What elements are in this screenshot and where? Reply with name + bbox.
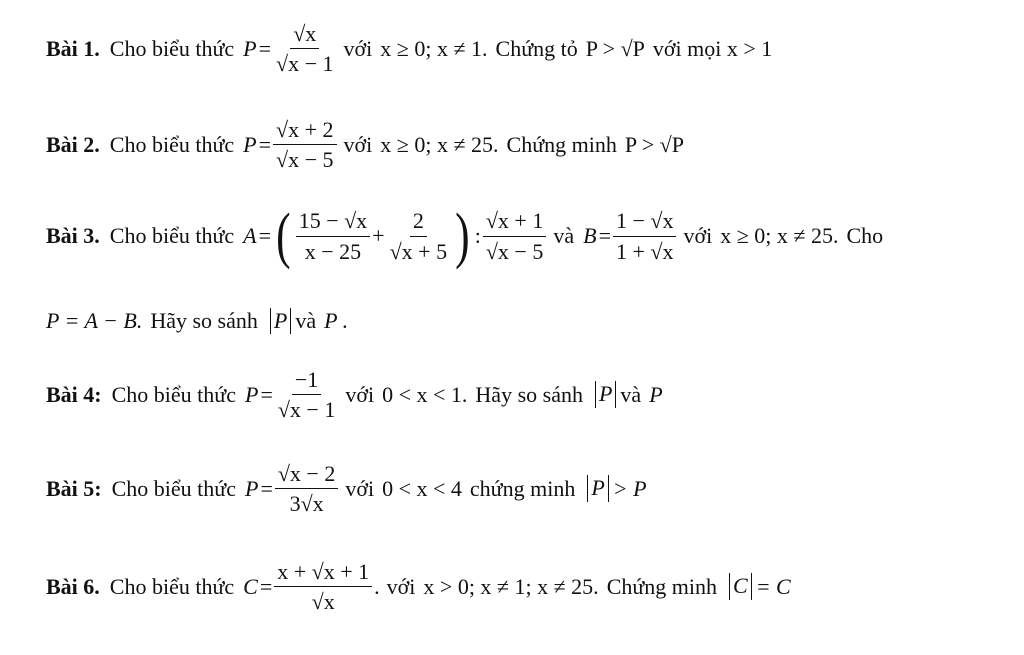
condition: 0 < x < 4 — [382, 475, 462, 501]
and-text: và — [553, 223, 575, 248]
formula-p: P = $\frac{√x + 2}{√x - 5}$ — [242, 118, 337, 171]
fraction: $\frac{√x}{√x - 1}$ — [276, 21, 334, 77]
absolute-value: P — [270, 308, 291, 334]
condition-prefix: với — [345, 475, 375, 501]
definition: P = A − B. — [46, 308, 143, 334]
problem-2 — [46, 118, 1014, 171]
fraction: $\frac{x + √x + 1}{√x}$ — [274, 560, 372, 613]
problem-3 — [46, 202, 1014, 270]
fraction: $\frac{15 - √x}{x - 25}$ — [296, 209, 370, 262]
tail-text: với mọi x > 1 — [652, 35, 773, 61]
problem-intro: Cho biểu thức — [109, 223, 235, 248]
condition-prefix: với — [343, 35, 373, 61]
end-text: P — [649, 381, 663, 407]
claim: P > √P — [624, 131, 684, 157]
absolute-value: P — [595, 381, 616, 407]
condition-prefix: với — [683, 223, 713, 248]
condition: 0 < x < 1. — [382, 381, 468, 407]
problem-6 — [46, 560, 1014, 613]
task-text: chứng minh — [469, 475, 576, 501]
formula-c: C = $\frac{x + √x + 1}{√x}$ . — [243, 559, 380, 615]
problem-4 — [46, 368, 1014, 421]
formula-a: A = ( $\frac{15 - √x}{x - 25}$ + $\frac{2}{√x + 5}$ ) : $\frac{√x + 1}{√x - 5}$ — [242, 205, 547, 267]
condition: x > 0; x ≠ 1; x ≠ 25. — [423, 573, 599, 599]
claim: P > √P — [585, 35, 645, 61]
fraction: $\frac{2}{√x + 5}$ — [389, 208, 448, 264]
problem-label: Bài 1. — [46, 35, 100, 61]
and-text: và — [620, 381, 642, 407]
problem-intro: Cho biểu thức — [111, 475, 236, 501]
condition: x ≥ 0; x ≠ 25. — [380, 131, 499, 157]
condition-prefix: với — [345, 381, 375, 407]
and-text: và — [295, 308, 317, 334]
task-text: Chứng minh — [506, 131, 617, 157]
task-text: Chứng tỏ — [495, 35, 578, 61]
formula-p: P = $\frac{√x - 2}{3√x}$ — [244, 462, 339, 515]
absolute-value: P — [587, 475, 608, 501]
problem-label: Bài 4: — [46, 381, 102, 407]
problem-label: Bài 3. — [46, 223, 100, 248]
fraction: $\frac{1 - √x}{1 + √x}$ — [613, 209, 676, 262]
problem-5 — [46, 462, 1014, 515]
problem-intro: Cho biểu thức — [111, 381, 236, 407]
problem-intro: Cho biểu thức — [109, 573, 235, 599]
absolute-value: C — [729, 573, 752, 599]
formula-b: B = $\frac{1 - √x}{1 + √x}$ — [582, 209, 677, 262]
condition: x ≥ 0; x ≠ 1. — [380, 35, 488, 61]
condition-prefix: với — [386, 573, 416, 599]
condition-prefix: với — [343, 131, 373, 157]
tail-text: Cho — [846, 223, 884, 248]
formula-p: P = $\frac{-1}{√x - 1}$ — [244, 368, 339, 421]
end-text: > P — [612, 475, 647, 501]
task-text: Chứng minh — [606, 573, 718, 599]
fraction: $\frac{-1}{√x - 1}$ — [277, 367, 336, 423]
task-text: Hãy so sánh — [475, 381, 583, 407]
fraction: $\frac{√x + 2}{√x - 5}$ — [273, 118, 336, 171]
formula-p: P = $\frac{√x}{√x - 1}$ — [242, 22, 337, 75]
fraction: $\frac{√x + 1}{√x - 5}$ — [483, 209, 546, 262]
problem-intro: Cho biểu thức — [109, 131, 235, 157]
task-text: Hãy so sánh — [150, 308, 258, 334]
end-text: = C — [755, 573, 791, 599]
problem-label: Bài 5: — [46, 475, 102, 501]
problem-1 — [46, 22, 1014, 75]
problem-label: Bài 6. — [46, 573, 100, 599]
problem-3-line-2 — [46, 308, 1014, 334]
problem-intro: Cho biểu thức — [109, 35, 235, 61]
end-text: P . — [324, 308, 349, 334]
problem-label: Bài 2. — [46, 131, 100, 157]
fraction: $\frac{√x - 2}{3√x}$ — [275, 462, 338, 515]
condition: x ≥ 0; x ≠ 25. — [720, 223, 839, 248]
